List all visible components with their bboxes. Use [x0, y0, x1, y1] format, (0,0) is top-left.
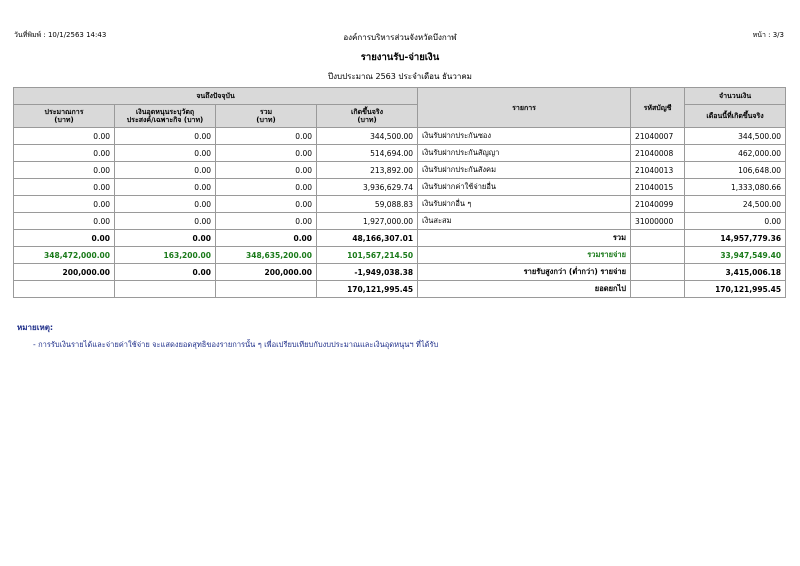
cell-estimate: 0.00	[14, 145, 115, 162]
cell-amount: 106,648.00	[685, 162, 786, 179]
expense-amount: 33,947,549.40	[685, 247, 786, 264]
expense-label: รวมรายจ่าย	[418, 247, 631, 264]
col-actual: เกิดขึ้นจริง (บาท)	[317, 105, 418, 128]
cell-account: 21040007	[631, 128, 685, 145]
cell-amount: 1,333,080.66	[685, 179, 786, 196]
organization-name: องค์การบริหารส่วนจังหวัดบึงกาฬ	[343, 33, 457, 42]
cell-item: เงินรับฝากค่าใช้จ่ายอื่น	[418, 179, 631, 196]
cell-total: 0.00	[216, 128, 317, 145]
report-table	[13, 87, 786, 298]
table-row	[14, 128, 786, 145]
carry-account	[631, 281, 685, 298]
diff-reserve: 0.00	[115, 264, 216, 281]
cell-item: เงินรับฝากประกันซอง	[418, 128, 631, 145]
cell-estimate: 0.00	[14, 128, 115, 145]
table-row	[14, 213, 786, 230]
expense-account	[631, 247, 685, 264]
page-number: หน้า : 3/3	[752, 31, 784, 39]
cell-estimate: 0.00	[14, 162, 115, 179]
sum-total: 0.00	[216, 230, 317, 247]
cell-amount: 0.00	[685, 213, 786, 230]
carry-actual: 170,121,995.45	[317, 281, 418, 298]
cell-amount: 344,500.00	[685, 128, 786, 145]
cell-amount: 462,000.00	[685, 145, 786, 162]
carry-amount: 170,121,995.45	[685, 281, 786, 298]
carry-total	[216, 281, 317, 298]
cell-item: เงินรับฝากอื่น ๆ	[418, 196, 631, 213]
cell-estimate: 0.00	[14, 213, 115, 230]
diff-total: 200,000.00	[216, 264, 317, 281]
col-amount: จำนวนเงิน	[685, 88, 786, 105]
report-subtitle: ปีงบประมาณ 2563 ประจำเดือน ธันวาคม	[328, 72, 472, 81]
cell-account: 21040015	[631, 179, 685, 196]
cell-reserve: 0.00	[115, 162, 216, 179]
cell-account: 21040013	[631, 162, 685, 179]
expense-row	[14, 247, 786, 264]
diff-account	[631, 264, 685, 281]
cell-actual: 1,927,000.00	[317, 213, 418, 230]
table-row	[14, 162, 786, 179]
col-account: รหัสบัญชี	[631, 88, 685, 128]
diff-actual: -1,949,038.38	[317, 264, 418, 281]
cell-account: 21040008	[631, 145, 685, 162]
cell-item: เงินรับฝากประกันสังคม	[418, 162, 631, 179]
cell-estimate: 0.00	[14, 179, 115, 196]
col-total: รวม (บาท)	[216, 105, 317, 128]
print-date: วันที่พิมพ์ : 10/1/2563 14:43	[14, 31, 107, 39]
diff-label: รายรับสูงกว่า (ต่ำกว่า) รายจ่าย	[418, 264, 631, 281]
col-amount-sub: เดือนนี้ที่เกิดขึ้นจริง	[685, 105, 786, 128]
cell-item: เงินรับฝากประกันสัญญา	[418, 145, 631, 162]
cell-actual: 59,088.83	[317, 196, 418, 213]
carry-label: ยอดยกไป	[418, 281, 631, 298]
expense-total: 348,635,200.00	[216, 247, 317, 264]
expense-actual: 101,567,214.50	[317, 247, 418, 264]
sum-reserve: 0.00	[115, 230, 216, 247]
carry-row	[14, 281, 786, 298]
report-title: รายงานรับ-จ่ายเงิน	[360, 52, 440, 63]
cell-estimate: 0.00	[14, 196, 115, 213]
cell-total: 0.00	[216, 145, 317, 162]
cell-actual: 3,936,629.74	[317, 179, 418, 196]
diff-estimate: 200,000.00	[14, 264, 115, 281]
cell-reserve: 0.00	[115, 196, 216, 213]
cell-actual: 213,892.00	[317, 162, 418, 179]
col-estimate: ประมาณการ (บาท)	[14, 105, 115, 128]
cell-item: เงินสะสม	[418, 213, 631, 230]
cell-account: 21040099	[631, 196, 685, 213]
cell-account: 31000000	[631, 213, 685, 230]
col-reserve: เงินอุดหนุนระบุวัตถุ ประสงค์/เฉพาะกิจ (บาท)	[115, 105, 216, 128]
cell-reserve: 0.00	[115, 128, 216, 145]
col-group-to-date: จนถึงปัจจุบัน	[14, 88, 418, 105]
sum-label: รวม	[418, 230, 631, 247]
col-item: รายการ	[418, 88, 631, 128]
notes-title: หมายเหตุ:	[17, 323, 54, 332]
carry-reserve	[115, 281, 216, 298]
table-row	[14, 145, 786, 162]
sum-account	[631, 230, 685, 247]
expense-reserve: 163,200.00	[115, 247, 216, 264]
expense-estimate: 348,472,000.00	[14, 247, 115, 264]
table-row	[14, 196, 786, 213]
cell-actual: 514,694.00	[317, 145, 418, 162]
cell-reserve: 0.00	[115, 145, 216, 162]
cell-amount: 24,500.00	[685, 196, 786, 213]
sum-actual: 48,166,307.01	[317, 230, 418, 247]
diff-amount: 3,415,006.18	[685, 264, 786, 281]
cell-reserve: 0.00	[115, 179, 216, 196]
cell-total: 0.00	[216, 196, 317, 213]
sum-amount: 14,957,779.36	[685, 230, 786, 247]
cell-reserve: 0.00	[115, 213, 216, 230]
table-row	[14, 179, 786, 196]
sum-row	[14, 230, 786, 247]
diff-row	[14, 264, 786, 281]
cell-actual: 344,500.00	[317, 128, 418, 145]
carry-estimate	[14, 281, 115, 298]
notes-body: - การรับเงินรายได้และจ่ายค่าใช้จ่าย จะแสดงยอดสุทธิของรายการนั้น ๆ เพื่อเปรียบเทียบกับงบประมาณและเงินอุดหนุนฯ ที่ได้รับ	[33, 340, 439, 349]
cell-total: 0.00	[216, 213, 317, 230]
cell-total: 0.00	[216, 179, 317, 196]
sum-estimate: 0.00	[14, 230, 115, 247]
cell-total: 0.00	[216, 162, 317, 179]
